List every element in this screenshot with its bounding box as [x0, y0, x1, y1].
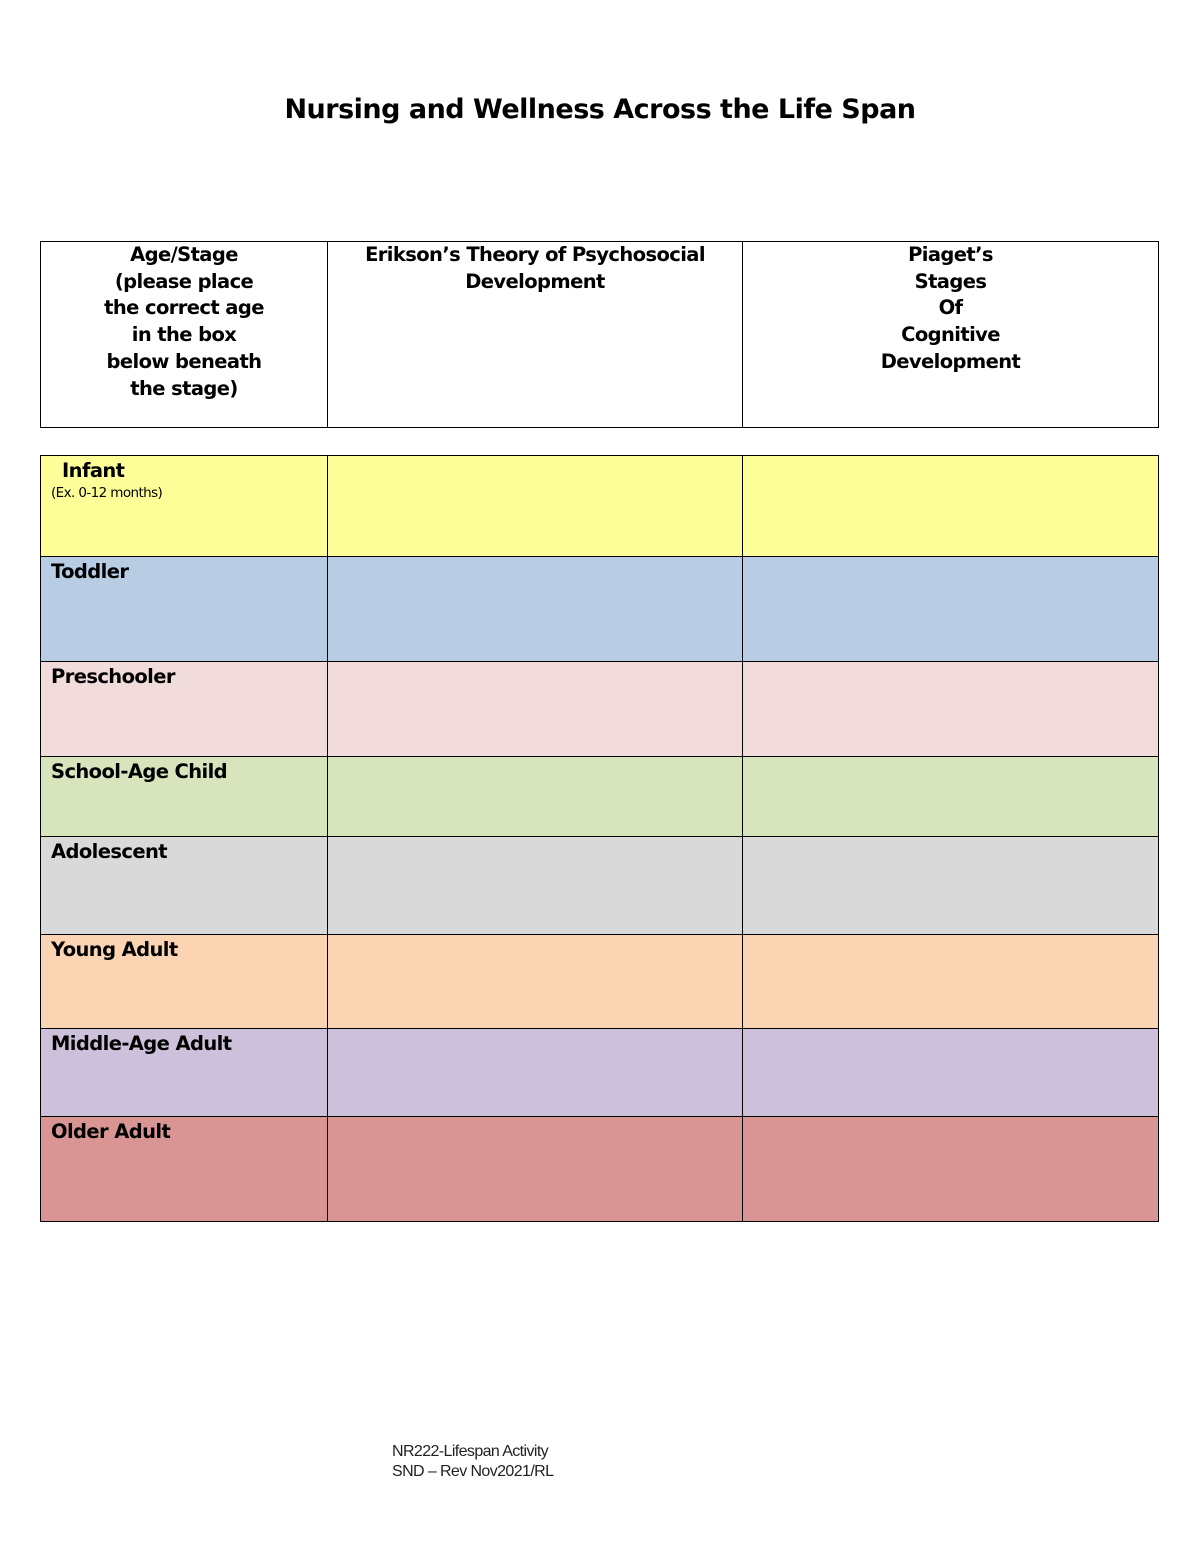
- stage-cell[interactable]: [41, 1117, 328, 1222]
- erikson-cell[interactable]: [328, 456, 743, 557]
- piaget-cell[interactable]: [743, 456, 1159, 557]
- piaget-cell[interactable]: [743, 662, 1159, 757]
- header-erikson-line: Development: [465, 269, 605, 293]
- table-row: [41, 935, 1159, 1029]
- header-row: [41, 242, 1159, 428]
- header-table: [40, 241, 1159, 428]
- stage-label: Middle-Age Adult: [51, 1032, 232, 1055]
- piaget-cell[interactable]: [743, 757, 1159, 837]
- stage-cell[interactable]: [41, 557, 328, 662]
- stage-cell[interactable]: [41, 1029, 328, 1117]
- header-age-stage: [41, 242, 328, 428]
- stages-table: [40, 455, 1159, 1222]
- stage-cell[interactable]: [41, 456, 328, 557]
- stage-example: (Ex. 0-12 months): [51, 485, 163, 501]
- piaget-cell[interactable]: [743, 1117, 1159, 1222]
- stage-label: Young Adult: [51, 938, 178, 961]
- stage-label: Infant: [62, 459, 125, 482]
- footer-revision-line: SND – Rev Nov2021/RL: [392, 1463, 554, 1480]
- stage-cell[interactable]: [41, 757, 328, 837]
- erikson-cell[interactable]: [328, 1117, 743, 1222]
- table-row: [41, 1117, 1159, 1222]
- header-age-stage-line: Age/Stage: [130, 243, 238, 266]
- header-piaget-line: Of: [938, 296, 963, 320]
- stage-label: Toddler: [51, 560, 129, 583]
- piaget-cell[interactable]: [743, 1029, 1159, 1117]
- stage-cell[interactable]: [41, 837, 328, 935]
- header-age-stage-line: the correct age: [104, 296, 264, 320]
- table-row: [41, 1029, 1159, 1117]
- stage-label: Adolescent: [51, 840, 167, 863]
- table-row: [41, 557, 1159, 662]
- header-piaget: [743, 242, 1159, 428]
- header-age-stage-line: (please place: [114, 269, 254, 293]
- table-row: [41, 837, 1159, 935]
- table-row: [41, 757, 1159, 837]
- header-piaget-line: Piaget’s: [908, 243, 993, 266]
- table-row: [41, 456, 1159, 557]
- erikson-cell[interactable]: [328, 557, 743, 662]
- page-title: Nursing and Wellness Across the Life Span: [284, 94, 916, 125]
- stage-label: School-Age Child: [51, 760, 228, 783]
- header-age-stage-line: in the box: [131, 323, 237, 347]
- header-piaget-line: Stages: [914, 269, 987, 293]
- stage-label: Preschooler: [51, 665, 175, 688]
- header-age-stage-line: below beneath: [106, 349, 262, 373]
- piaget-cell[interactable]: [743, 557, 1159, 662]
- header-erikson-line: Erikson’s Theory of Psychosocial: [365, 243, 705, 266]
- erikson-cell[interactable]: [328, 757, 743, 837]
- erikson-cell[interactable]: [328, 1029, 743, 1117]
- stage-label: Older Adult: [51, 1120, 171, 1143]
- erikson-cell[interactable]: [328, 935, 743, 1029]
- erikson-cell[interactable]: [328, 837, 743, 935]
- header-age-stage-line: the stage): [130, 376, 238, 400]
- stage-cell[interactable]: [41, 662, 328, 757]
- header-piaget-line: Development: [880, 349, 1021, 373]
- erikson-cell[interactable]: [328, 662, 743, 757]
- piaget-cell[interactable]: [743, 837, 1159, 935]
- header-erikson: [328, 242, 743, 428]
- header-piaget-line: Cognitive: [901, 323, 1000, 347]
- table-row: [41, 662, 1159, 757]
- footer-course-line: NR222-Lifespan Activity: [392, 1443, 549, 1460]
- stage-cell[interactable]: [41, 935, 328, 1029]
- document-footer: [392, 1442, 553, 1482]
- piaget-cell[interactable]: [743, 935, 1159, 1029]
